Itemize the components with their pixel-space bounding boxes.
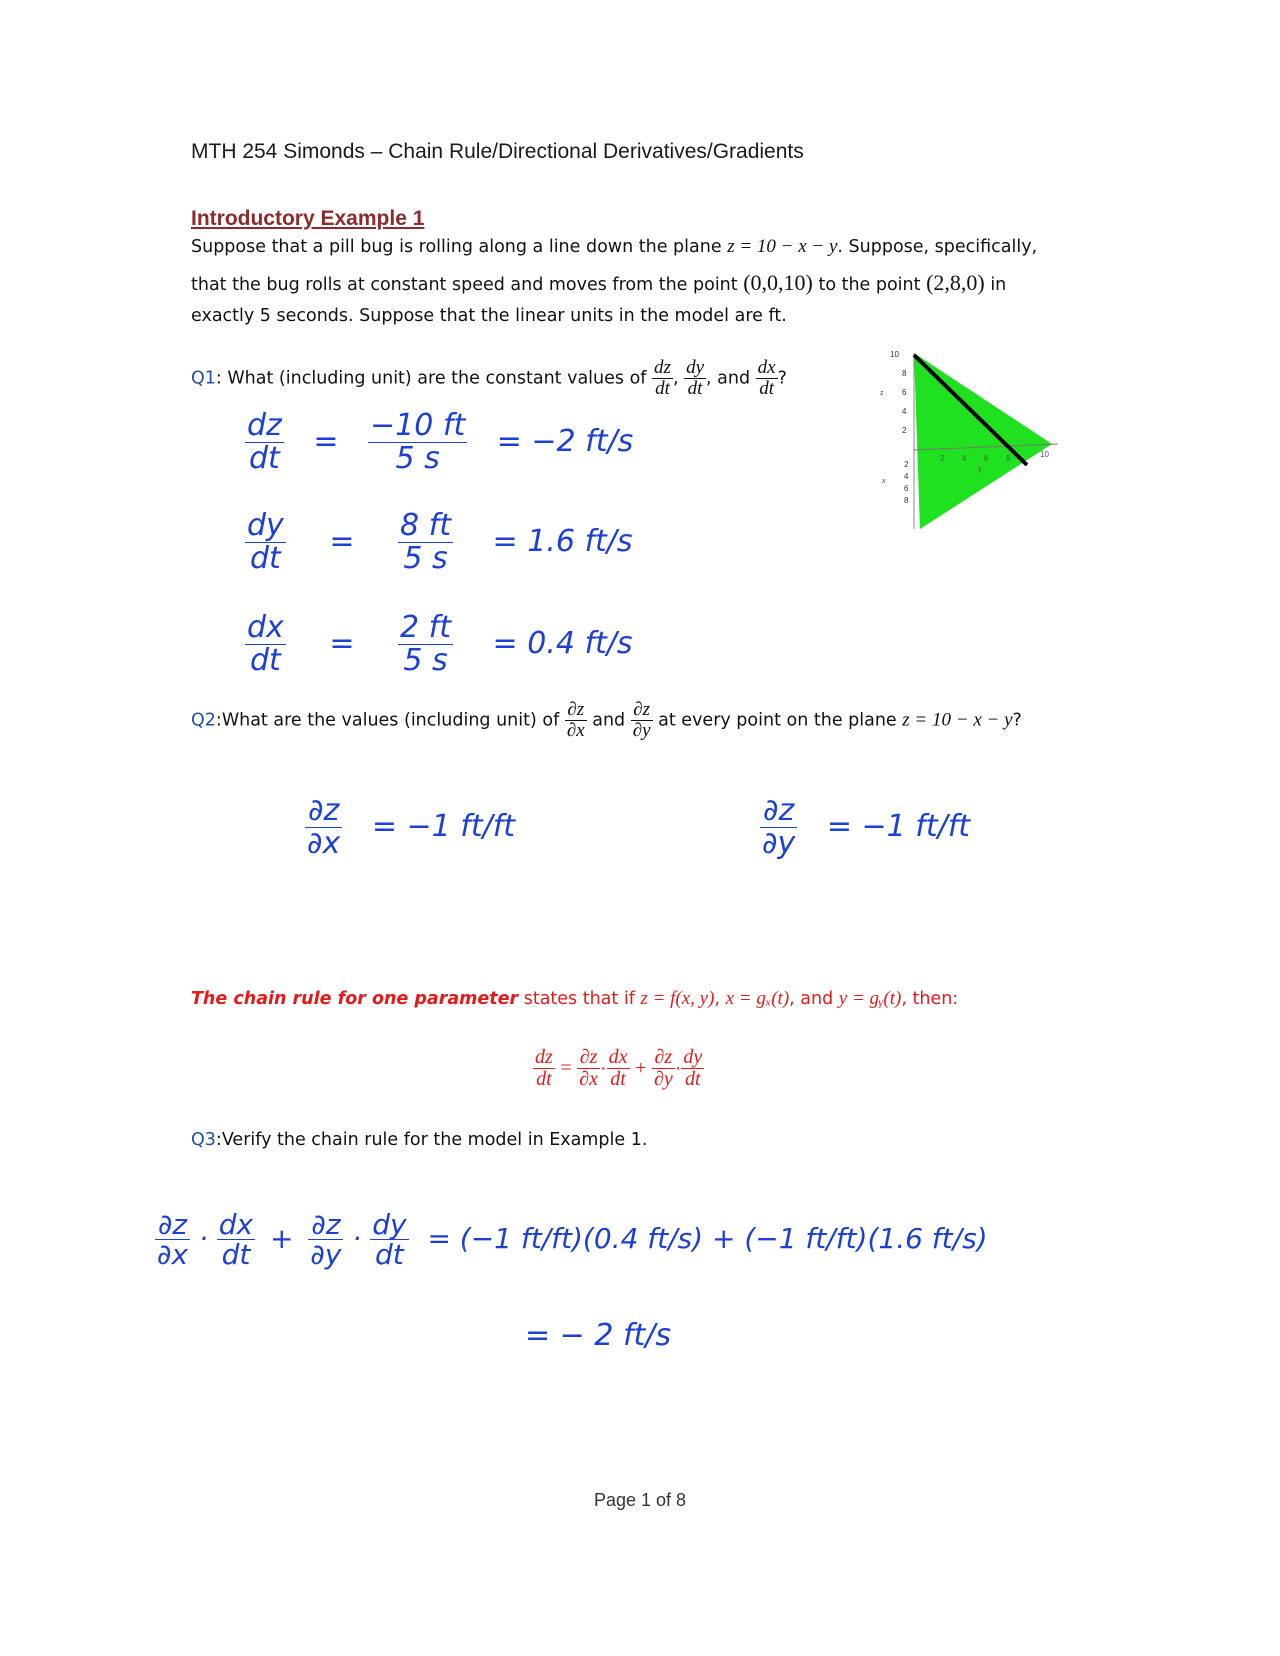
q2-text-2: at every point on the plane xyxy=(658,710,897,731)
chain-rule-statement: The chain rule for one parameter states that if z = f(x, y), x = gₓ(t), and y = gᵧ(t), then: xyxy=(191,988,959,1009)
a1-result: = −2 ft/s xyxy=(496,423,634,459)
formula-dx-dt: $\frac{dx}{dt}$ xyxy=(608,1046,628,1090)
f1: $\frac{\partial z}{\partial x}$ xyxy=(157,1208,189,1272)
y-tick-4: 4 xyxy=(962,454,967,463)
plane-surface xyxy=(914,353,1052,529)
formula-dy-dt: $\frac{dy}{dt}$ xyxy=(683,1046,703,1090)
a3-mid: $\frac{2 ft}{5 s}$ xyxy=(400,610,451,678)
q1-deriv-dy: $\frac{dy}{dt}$ xyxy=(686,357,705,399)
z-tick-8: 8 xyxy=(902,369,907,378)
a1-lhs: $\frac{dz}{dt}$ xyxy=(247,408,282,476)
q2-text: :What are the values (including unit) of xyxy=(215,710,560,731)
plane-equation: z = 10 − x − y xyxy=(727,236,838,257)
point-a: (0,0,10) xyxy=(743,270,813,295)
a3-lhs: $\frac{dx}{dt}$ xyxy=(247,610,284,678)
f4: $\frac{dy}{dt}$ xyxy=(372,1208,407,1272)
a2-result: = 1.6 ft/s xyxy=(492,523,633,559)
z-tick-2: 2 xyxy=(902,426,907,435)
x-tick-2: 2 xyxy=(904,460,909,469)
q1-label: Q1 xyxy=(191,368,216,389)
q3-result-line-1: = (−1 ft/ft)(0.4 ft/s) + (−1 ft/ft)(1.6 ft/s) xyxy=(427,1221,988,1255)
y-axis-label: y xyxy=(978,466,982,473)
q2-end: ? xyxy=(1012,710,1022,731)
f3: $\frac{\partial z}{\partial y}$ xyxy=(310,1208,342,1272)
z-tick-labels xyxy=(890,350,907,435)
chain-rule-eq-z: z = f(x, y) xyxy=(640,988,715,1009)
q1-question: Q1: What (including unit) are the constant values of $\frac{dz}{dt}$ , $\frac{dy}{dt}$ , and $\frac{dx}{dt}$ ? xyxy=(191,357,787,399)
q2-partial-y: $\frac{\partial z}{\partial y}$ xyxy=(632,699,651,741)
y-tick-6: 6 xyxy=(984,454,989,463)
a2-mid: $\frac{8 ft}{5 s}$ xyxy=(400,508,451,576)
intro-line-1 xyxy=(191,236,1091,258)
x-tick-4: 4 xyxy=(904,472,909,481)
q1-answer-1: $\frac{dz}{dt}$ = $\frac{-10 ft}{5 s}$ = −2 ft/s xyxy=(247,408,634,476)
a3-result: = 0.4 ft/s xyxy=(492,625,633,661)
q3-label: Q3 xyxy=(191,1130,216,1150)
formula-dz-dx: $\frac{\partial z}{\partial x}$ xyxy=(579,1046,598,1090)
chain-rule-and: , and xyxy=(789,989,839,1009)
chain-rule-eq-x: x = gₓ(t) xyxy=(725,988,790,1009)
chain-rule-text: states that if xyxy=(518,989,641,1009)
intro-text-2c: in xyxy=(990,275,1007,295)
chain-rule-eq-y: y = gᵧ(t) xyxy=(838,988,902,1009)
point-b: (2,8,0) xyxy=(926,270,985,295)
f2: $\frac{dx}{dt}$ xyxy=(218,1208,254,1272)
q3-answer-line-2: = − 2 ft/s xyxy=(525,1318,672,1353)
intro-text-1a: Suppose that a pill bug is rolling along a line down the plane xyxy=(191,237,722,257)
a1-mid: $\frac{-10 ft}{5 s}$ xyxy=(370,408,466,476)
page-header-title: MTH 254 Simonds – Chain Rule/Directional Derivatives/Gradients xyxy=(191,140,804,163)
z-tick-10: 10 xyxy=(890,350,899,359)
z-tick-4: 4 xyxy=(902,407,907,416)
q2-question xyxy=(191,700,1022,741)
formula-dz-dt: $\frac{dz}{dt}$ xyxy=(535,1046,553,1090)
section-title: Introductory Example 1 xyxy=(191,207,425,230)
q2-partial-x: $\frac{\partial z}{\partial x}$ xyxy=(566,699,585,741)
b2-result: = −1 ft/ft xyxy=(826,808,971,844)
q3-answer-line-1: $\frac{\partial z}{\partial x}$ · $\frac{dx}{dt}$ + $\frac{\partial z}{\partial y}$ · $\frac{dy}{dt}$ = (−1 ft/ft)(0.4 ft/s) + (−1 ft/ft)(1.6 ft/s) xyxy=(157,1208,988,1272)
page-number: Page 1 of 8 xyxy=(593,1490,687,1510)
z-tick-6: 6 xyxy=(902,388,907,397)
q2-answer-y xyxy=(760,795,970,859)
a2-lhs: $\frac{dy}{dt}$ xyxy=(247,508,284,576)
q1-answer-2: $\frac{dy}{dt}$ = $\frac{8 ft}{5 s}$ = 1.6 ft/s xyxy=(247,508,633,576)
q3-text: :Verify the chain rule for the model in Example 1. xyxy=(215,1130,648,1150)
b2-lhs: $\frac{\partial z}{\partial y}$ xyxy=(762,793,796,861)
y-tick-8: 8 xyxy=(1006,454,1011,463)
y-tick-2: 2 xyxy=(940,454,945,463)
q1-deriv-dz: $\frac{dz}{dt}$ xyxy=(654,357,671,399)
q1-deriv-dx: $\frac{dx}{dt}$ xyxy=(757,357,776,399)
intro-line-2 xyxy=(191,270,1091,296)
x-tick-8: 8 xyxy=(904,496,909,505)
b1-result: = −1 ft/ft xyxy=(371,808,516,844)
formula-dz-dy: $\frac{\partial z}{\partial y}$ xyxy=(653,1046,673,1090)
x-tick-labels xyxy=(904,460,909,505)
q1-and: and xyxy=(717,368,751,389)
plane-3d-plot xyxy=(880,345,1080,545)
x-tick-6: 6 xyxy=(904,484,909,493)
y-tick-10: 10 xyxy=(1040,450,1049,459)
z-axis-label: z xyxy=(880,390,884,397)
q1-text: : What (including unit) are the constant values of xyxy=(215,368,647,389)
q2-label: Q2 xyxy=(191,710,216,731)
chain-rule-lead: The chain rule for one parameter xyxy=(191,989,519,1009)
intro-text-2b: to the point xyxy=(818,275,921,295)
b1-lhs: $\frac{\partial z}{\partial x}$ xyxy=(307,793,341,861)
intro-line-3: exactly 5 seconds. Suppose that the linear units in the model are ft. xyxy=(191,306,787,326)
chain-rule-formula: $\frac{dz}{dt}$ = $\frac{\partial z}{\partial x}$ · $\frac{dx}{dt}$ + $\frac{\partial z}{\partial y}$ · $\frac{dy}{dt}$ xyxy=(535,1046,703,1090)
q1-end: ? xyxy=(777,368,787,389)
q2-plane-equation: z = 10 − x − y xyxy=(902,709,1013,731)
q1-answer-3: $\frac{dx}{dt}$ = $\frac{2 ft}{5 s}$ = 0.4 ft/s xyxy=(247,610,633,678)
intro-text-1b: . Suppose, specifically, xyxy=(837,237,1038,257)
chain-rule-then: , then: xyxy=(901,989,959,1009)
q2-answer-x xyxy=(305,795,515,859)
q3-question xyxy=(191,1130,647,1150)
x-axis-label: x xyxy=(882,478,886,485)
intro-text-2a: that the bug rolls at constant speed and moves from the point xyxy=(191,275,738,295)
q2-and: and xyxy=(592,710,626,731)
